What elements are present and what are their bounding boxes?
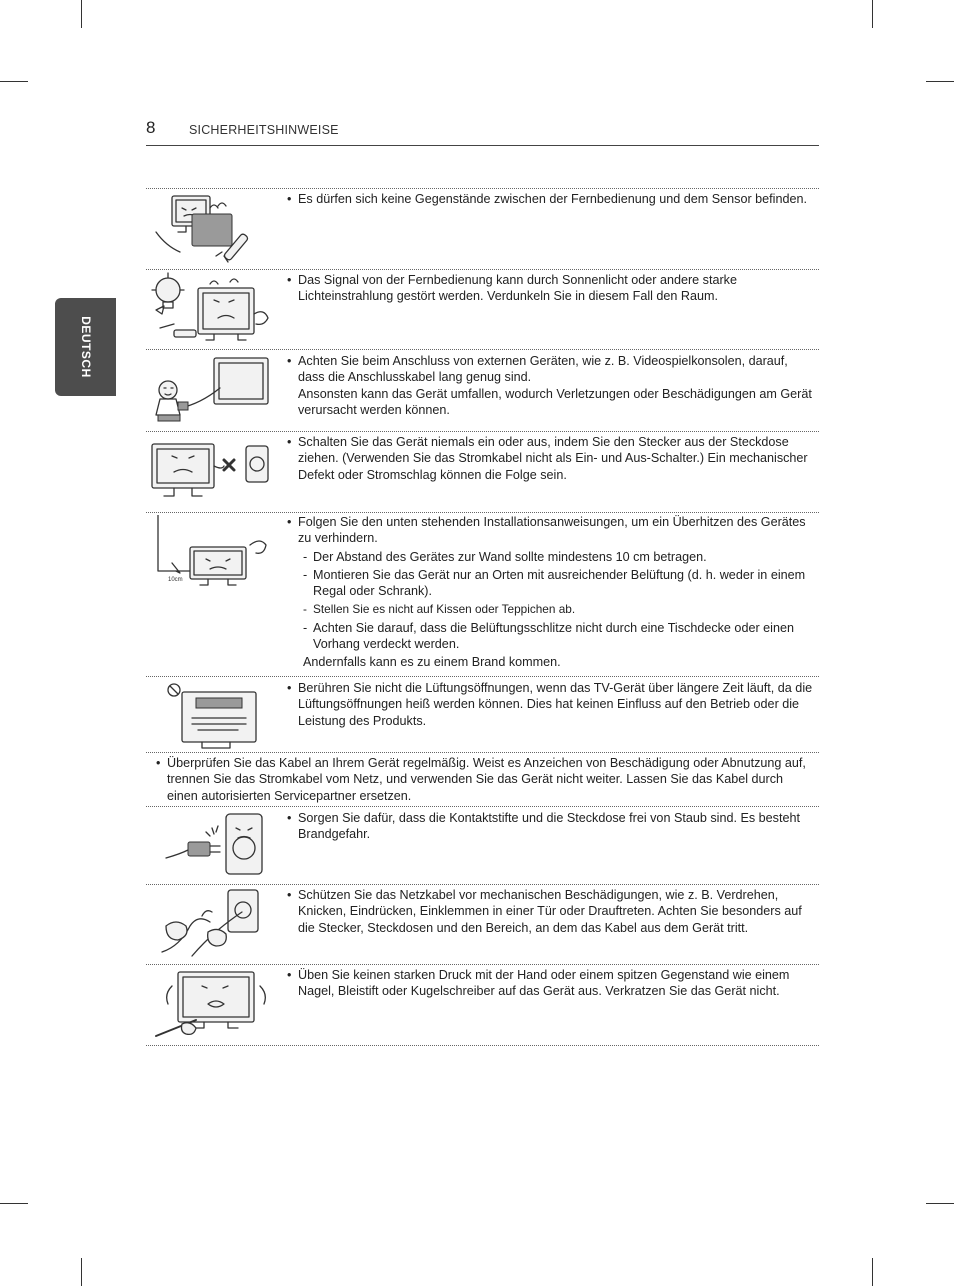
crop-mark <box>81 0 82 28</box>
row-divider <box>146 431 819 432</box>
row-divider <box>146 676 819 677</box>
crop-mark <box>81 1258 82 1286</box>
item-text: • Schalten Sie das Gerät niemals ein oder aus, indem Sie den Stecker aus der Steckdose ziehen. (Verwenden Sie das Stromkabel nicht als Ein- und Aus-Schalter.) Ein mechanischer Defekt oder Stromschlag können die Folge sein. <box>298 434 813 483</box>
item-text: • Es dürfen sich keine Gegenstände zwischen der Fernbedienung und dem Sensor befinden. <box>298 191 813 207</box>
sub-item: - Stellen Sie es nicht auf Kissen oder Teppichen ab. <box>298 601 813 617</box>
safety-item-1 <box>298 191 813 207</box>
illustration-remote-obstacle <box>152 192 270 264</box>
safety-item-9 <box>298 887 813 936</box>
safety-item-6 <box>298 680 813 729</box>
item-footer: Andernfalls kann es zu einem Brand kommen. <box>303 655 561 670</box>
crop-mark <box>0 1203 28 1204</box>
crop-mark <box>926 1203 954 1204</box>
section-title: SICHERHEITSHINWEISE <box>189 123 339 137</box>
row-divider <box>146 964 819 965</box>
sub-item: - Der Abstand des Gerätes zur Wand sollte mindestens 10 cm betragen. <box>298 549 813 565</box>
illustration-ventilation-distance <box>150 515 272 593</box>
safety-item-7 <box>167 755 813 804</box>
illustration-pressure-scratch <box>152 966 270 1042</box>
item-text: • Überprüfen Sie das Kabel an Ihrem Gerät regelmäßig. Weist es Anzeichen von Beschädigung oder Abnutzung auf, trennen Sie das Stromkabel vom Netz, und verwenden Sie das Gerät nicht weiter. Lassen Sie das Kabel durch einen autorisierten Servicepartner ersetzen. <box>167 755 813 804</box>
row-divider <box>146 512 819 513</box>
safety-item-3 <box>298 353 813 418</box>
item-text: • Achten Sie beim Anschluss von externen Geräten, wie z. B. Videospielkonsolen, darauf, dass die Anschlusskabel lang genug sind. <box>298 353 813 386</box>
crop-mark <box>872 1258 873 1286</box>
distance-label: 10cm <box>168 577 183 583</box>
item-text-continued: Ansonsten kann das Gerät umfallen, wodurch Verletzungen oder Beschädigungen am Gerät verursacht werden können. <box>298 386 812 417</box>
page-number: 8 <box>146 118 156 137</box>
crop-mark <box>0 81 28 82</box>
row-divider <box>146 806 819 807</box>
item-text: • Folgen Sie den unten stehenden Installationsanweisungen, um ein Überhitzen des Gerätes zu verhindern. <box>298 514 813 547</box>
crop-mark <box>926 81 954 82</box>
language-tab-label: DEUTSCH <box>78 316 93 378</box>
safety-item-10 <box>298 967 813 1000</box>
illustration-hot-vents <box>162 678 262 750</box>
illustration-cable-length <box>150 352 272 426</box>
page-header <box>146 118 819 146</box>
row-divider <box>146 884 819 885</box>
illustration-cable-damage <box>156 886 268 962</box>
language-tab <box>55 298 116 396</box>
illustration-sunlight <box>150 270 272 346</box>
sub-item: - Montieren Sie das Gerät nur an Orten mit ausreichender Belüftung (d. h. weder in einem Regal oder Schrank). <box>298 567 813 600</box>
row-divider <box>146 349 819 350</box>
item-text: • Sorgen Sie dafür, dass die Kontaktstifte und die Steckdose frei von Staub sind. Es besteht Brandgefahr. <box>298 810 813 843</box>
safety-item-4 <box>298 434 813 483</box>
item-text: • Berühren Sie nicht die Lüftungsöffnungen, wenn das TV-Gerät über längere Zeit läuft, da die Lüftungsöffnungen heiß werden können. Dies hat keinen Einfluss auf den Betrieb oder die Leistung des Produkts. <box>298 680 813 729</box>
illustration-dusty-plug <box>160 808 270 882</box>
item-text: • Üben Sie keinen starken Druck mit der Hand oder einem spitzen Gegenstand wie einem Nagel, Bleistift oder Kugelschreiber auf das Gerät aus. Verkratzen Sie das Gerät nicht. <box>298 967 813 1000</box>
crop-mark <box>872 0 873 28</box>
illustration-plug-switch <box>150 436 272 502</box>
safety-item-2 <box>298 272 813 305</box>
item-text: • Schützen Sie das Netzkabel vor mechanischen Beschädigungen, wie z. B. Verdrehen, Knicken, Eindrücken, Einklemmen in einer Tür oder Drauftreten. Achten Sie besonders auf die Stecker, Steckdosen und den Bereich, an dem das Kabel aus dem Gerät tritt. <box>298 887 813 936</box>
row-divider <box>146 1045 819 1046</box>
row-divider <box>146 752 819 753</box>
row-divider <box>146 188 819 189</box>
safety-item-8 <box>298 810 813 843</box>
sub-item: - Achten Sie darauf, dass die Belüftungsschlitze nicht durch eine Tischdecke oder einen Vorhang verdeckt werden. <box>298 620 813 653</box>
item-text: • Das Signal von der Fernbedienung kann durch Sonnenlicht oder andere starke Lichteinstrahlung gestört werden. Verdunkeln Sie in diesem Fall den Raum. <box>298 272 813 305</box>
safety-item-5 <box>298 514 813 671</box>
